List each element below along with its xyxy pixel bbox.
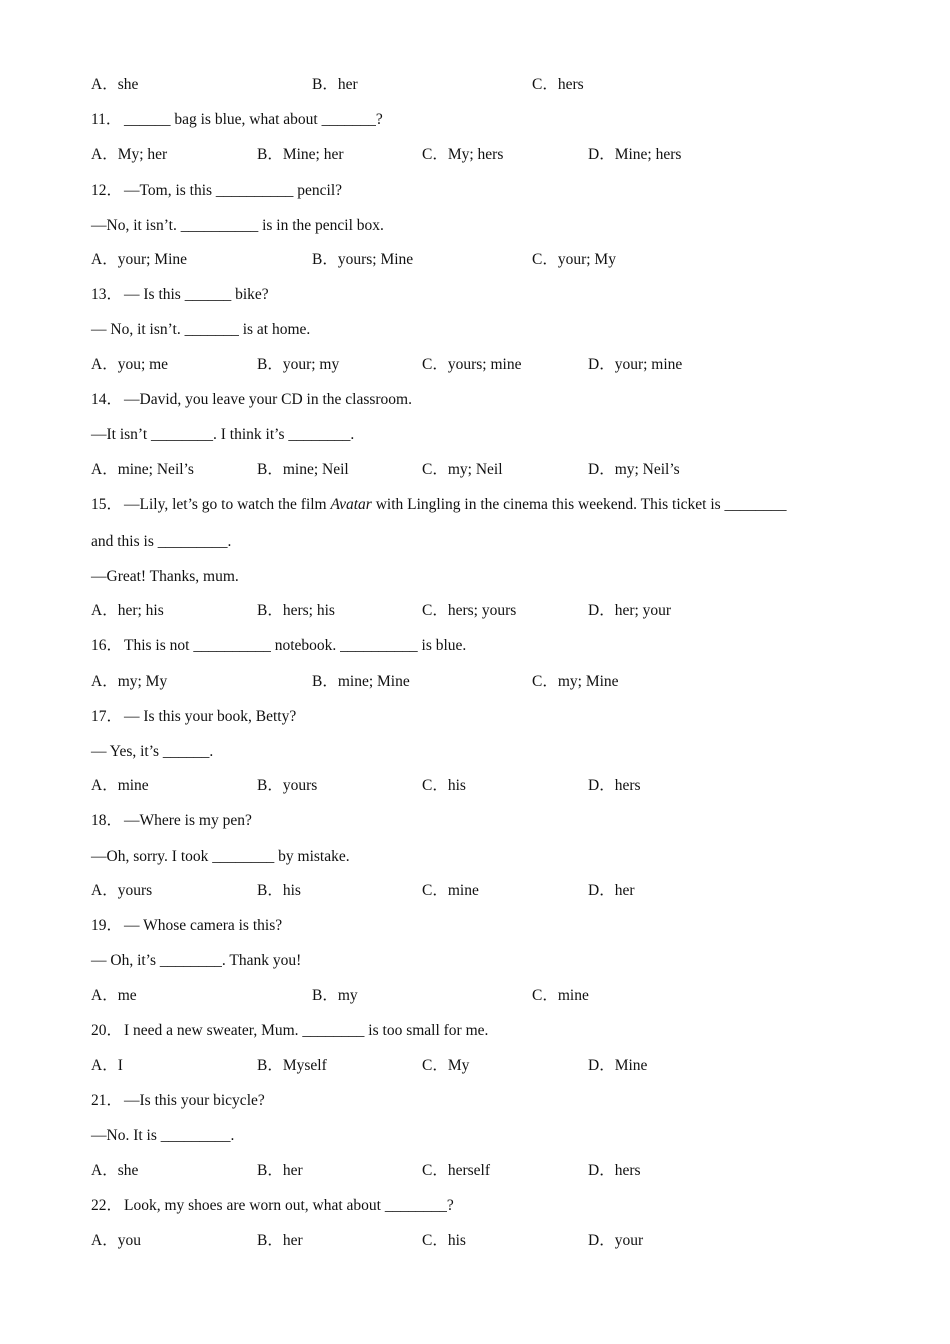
q14-stem (91, 390, 412, 410)
q14-reply: —It isn’t ________. I think it’s ________. (91, 426, 355, 443)
question-text: — Is this your book, Betty? (124, 708, 297, 725)
q21-option-b[interactable]: B．her (257, 1162, 303, 1179)
q13-option-c[interactable]: C．yours; mine (422, 356, 522, 373)
q17-option-c[interactable]: C．his (422, 777, 466, 794)
q15-option-d[interactable]: D．her; your (588, 602, 672, 619)
question-number: 17． (91, 708, 123, 725)
q22-option-b[interactable]: B．her (257, 1232, 303, 1249)
q13-option-d[interactable]: D．your; mine (588, 356, 683, 373)
q17-stem (91, 707, 296, 727)
q14-option-a[interactable]: A．mine; Neil’s (91, 461, 194, 478)
question-number: 21． (91, 1092, 123, 1109)
q13-option-a[interactable]: A．you; me (91, 356, 169, 373)
q19-option-c[interactable]: C．mine (532, 987, 589, 1004)
q22-stem (91, 1196, 454, 1216)
q12-option-b[interactable]: B．yours; Mine (312, 251, 414, 268)
q20-stem (91, 1021, 488, 1041)
q11-option-c[interactable]: C．My; hers (422, 146, 504, 163)
q12-stem (91, 181, 342, 201)
q12-option-a[interactable]: A．your; Mine (91, 251, 188, 268)
q12-reply: —No, it isn’t. __________ is in the pencil box. (91, 217, 384, 234)
q15-option-b[interactable]: B．hers; his (257, 602, 335, 619)
q21-option-d[interactable]: D．hers (588, 1162, 641, 1179)
q19-stem (91, 916, 282, 936)
q19-reply: — Oh, it’s ________. Thank you! (91, 952, 302, 969)
q21-option-c[interactable]: C．herself (422, 1162, 491, 1179)
q16-option-c[interactable]: C．my; Mine (532, 673, 619, 690)
q16-option-b[interactable]: B．mine; Mine (312, 673, 410, 690)
question-number: 22． (91, 1197, 123, 1214)
question-text: —Is this your bicycle? (124, 1092, 265, 1109)
q20-option-d[interactable]: D．Mine (588, 1057, 648, 1074)
question-text-start: —Lily, let’s go to watch the film (124, 496, 331, 513)
q11-option-d[interactable]: D．Mine; hers (588, 146, 682, 163)
question-number: 12． (91, 182, 123, 199)
q21-reply: —No. It is _________. (91, 1127, 235, 1144)
question-number: 14． (91, 391, 123, 408)
q15-option-a[interactable]: A．her; his (91, 602, 164, 619)
q22-option-c[interactable]: C．his (422, 1232, 466, 1249)
q17-option-d[interactable]: D．hers (588, 777, 641, 794)
q18-option-d[interactable]: D．her (588, 882, 635, 899)
question-number: 15． (91, 496, 123, 513)
question-text: —Tom, is this __________ pencil? (124, 182, 343, 199)
q17-option-b[interactable]: B．yours (257, 777, 318, 794)
q10-option-a[interactable]: A．she (91, 76, 139, 93)
question-text: I need a new sweater, Mum. ________ is too small for me. (124, 1022, 489, 1039)
q14-option-d[interactable]: D．my; Neil’s (588, 461, 680, 478)
q22-option-a[interactable]: A．you (91, 1232, 141, 1249)
q18-reply: —Oh, sorry. I took ________ by mistake. (91, 848, 350, 865)
q12-option-c[interactable]: C．your; My (532, 251, 616, 268)
q14-option-c[interactable]: C．my; Neil (422, 461, 503, 478)
question-number: 16． (91, 637, 123, 654)
q17-option-a[interactable]: A．mine (91, 777, 149, 794)
q15-option-c[interactable]: C．hers; yours (422, 602, 517, 619)
question-text: — Whose camera is this? (124, 917, 283, 934)
q13-option-b[interactable]: B．your; my (257, 356, 340, 373)
q15-stem-continued: and this is _________. (91, 533, 232, 550)
question-text: This is not __________ notebook. __________ is blue. (124, 637, 467, 654)
q16-option-a[interactable]: A．my; My (91, 673, 168, 690)
q18-option-c[interactable]: C．mine (422, 882, 479, 899)
q21-stem (91, 1091, 265, 1111)
q21-option-a[interactable]: A．she (91, 1162, 139, 1179)
question-number: 18． (91, 812, 123, 829)
q22-option-d[interactable]: D．your (588, 1232, 644, 1249)
q11-option-a[interactable]: A．My; her (91, 146, 168, 163)
q19-option-b[interactable]: B．my (312, 987, 358, 1004)
q11-option-b[interactable]: B．Mine; her (257, 146, 344, 163)
question-text: — Is this ______ bike? (124, 286, 269, 303)
question-text: Look, my shoes are worn out, what about ________? (124, 1197, 454, 1214)
q20-option-a[interactable]: A．I (91, 1057, 123, 1074)
question-number: 11． (91, 111, 122, 128)
q20-option-c[interactable]: C．My (422, 1057, 470, 1074)
q17-reply: — Yes, it’s ______. (91, 743, 214, 760)
q19-option-a[interactable]: A．me (91, 987, 137, 1004)
q13-stem (91, 285, 269, 305)
question-text: —David, you leave your CD in the classroom. (124, 391, 412, 408)
film-title: Avatar (330, 496, 372, 513)
q16-stem (91, 636, 466, 656)
q14-option-b[interactable]: B．mine; Neil (257, 461, 349, 478)
question-number: 13． (91, 286, 123, 303)
q20-option-b[interactable]: B．Myself (257, 1057, 327, 1074)
question-number: 19． (91, 917, 123, 934)
question-text: —Where is my pen? (124, 812, 252, 829)
q18-stem (91, 811, 252, 831)
q15-stem (91, 495, 787, 515)
question-text: ______ bag is blue, what about _______? (124, 111, 383, 128)
q13-reply: — No, it isn’t. _______ is at home. (91, 321, 311, 338)
question-number: 20． (91, 1022, 123, 1039)
q11-stem (91, 110, 383, 130)
question-text-end: with Lingling in the cinema this weekend. This ticket is ________ (371, 496, 787, 513)
q18-option-b[interactable]: B．his (257, 882, 301, 899)
q10-option-b[interactable]: B．her (312, 76, 358, 93)
q15-reply: —Great! Thanks, mum. (91, 568, 239, 585)
q10-option-c[interactable]: C．hers (532, 76, 584, 93)
q18-option-a[interactable]: A．yours (91, 882, 153, 899)
